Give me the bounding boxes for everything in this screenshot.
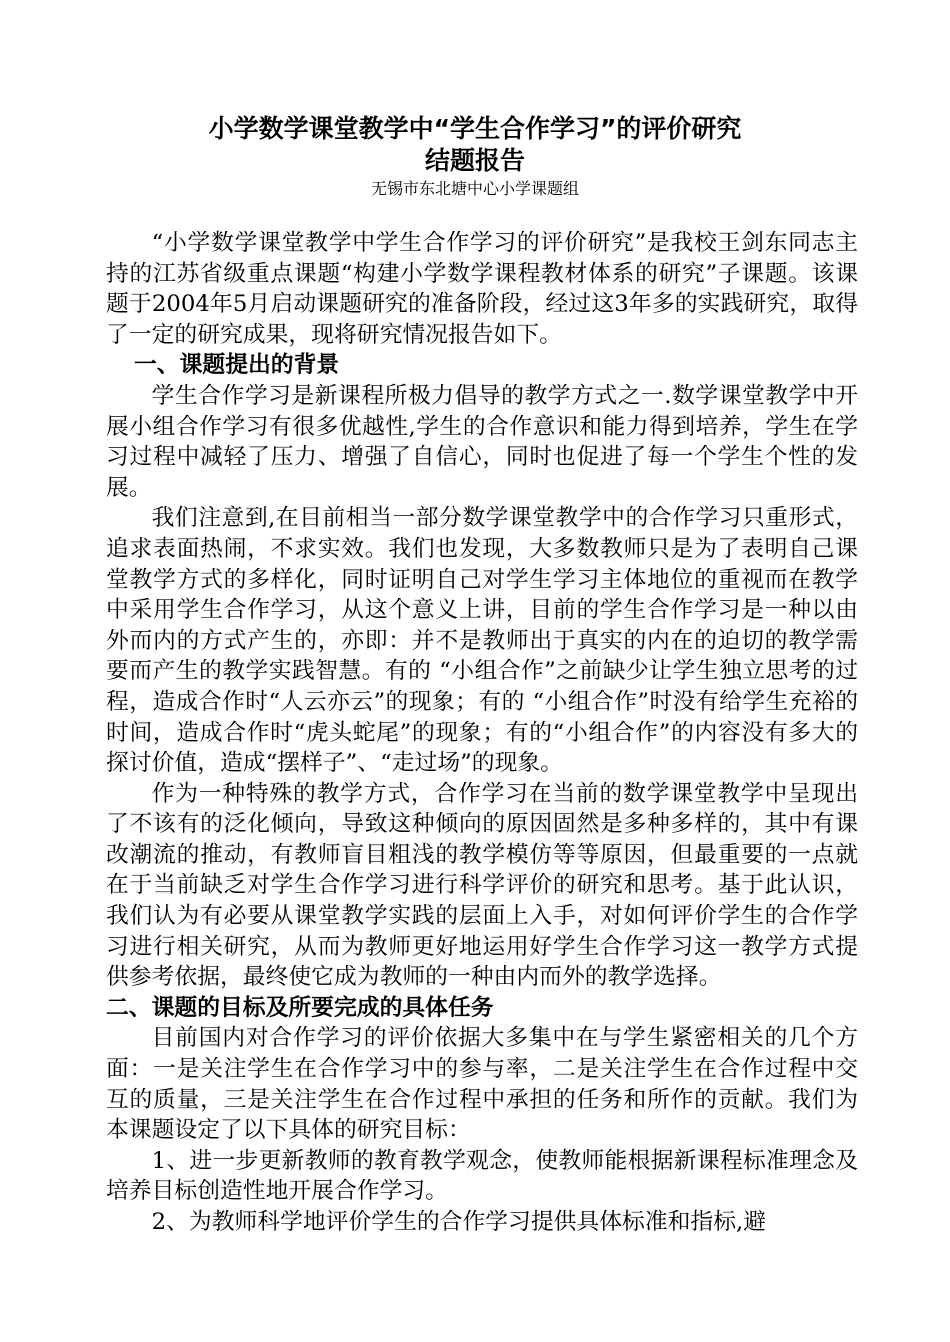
body-paragraph: 目前国内对合作学习的评价依据大多集中在与学生紧密相关的几个方面：一是关注学生在合作学习中的参与率，二是关注学生在合作过程中交互的质量，三是关注学生在合作过程中承担的任务和所作的贡献。我们为本课题设定了以下具体的研究目标： (106, 1025, 858, 1144)
document-body (106, 228, 858, 1238)
intro-paragraph: “小学数学课堂教学中学生合作学习的评价研究”是我校王剑东同志主持的江苏省级重点课题“构建小学数学课程教材体系的研究”子课题。该课题于2004年5月启动课题研究的准备阶段，经过这3年多的实践研究，取得了一定的研究成果，现将研究情况报告如下。 (106, 230, 858, 348)
document-title-subline: 结题报告 (424, 146, 525, 175)
list-item: 1、进一步更新教师的教育教学观念，使教师能根据新课程标准理念及培养目标创造性地开展合作学习。 (106, 1147, 858, 1205)
body-paragraph: 学生合作学习是新课程所极力倡导的教学方式之一.数学课堂教学中开展小组合作学习有很多优越性,学生的合作意识和能力得到培养，学生在学习过程中减轻了压力、增强了自信心，同时也促进了每一个学生个性的发展。 (106, 382, 858, 501)
section-heading: 二、课题的目标及所要完成的具体任务 (106, 994, 494, 1021)
document-title: 小学数学课堂教学中“学生合作学习”的评价研究 (208, 114, 742, 143)
list-item: 2、为教师科学地评价学生的合作学习提供具体标准和指标,避 (151, 1209, 767, 1235)
section-heading: 一、课题提出的背景 (134, 352, 340, 379)
document-author: 无锡市东北塘中心小学课题组 (370, 179, 579, 198)
body-paragraph: 作为一种特殊的教学方式，合作学习在当前的数学课堂教学中呈现出了不该有的泛化倾向，导致这种倾向的原因固然是多种多样的，其中有课改潮流的推动，有教师盲目粗浅的教学模仿等等原因，但最重要的一点就在于当前缺乏对学生合作学习进行科学评价的研究和思考。基于此认识，我们认为有必要从课堂教学实践的层面上入手，对如何评价学生的合作学习进行相关研究，从而为教师更好地运用好学生合作学习这一教学方式提供参考依据，最终使它成为教师的一种由内而外的教学选择。 (106, 780, 858, 991)
body-paragraph: 我们注意到,在目前相当一部分数学课堂教学中的合作学习只重形式，追求表面热闹，不求实效。我们也发现，大多数教师只是为了表明自己课堂教学方式的多样化，同时证明自己对学生学习主体地位的重视而在教学中采用学生合作学习，从这个意义上讲，目前的学生合作学习是一种以由外而内的方式产生的，亦即：并不是教师出于真实的内在的迫切的教学需要而产生的教学实践智慧。有的 “小组合作”之前缺少让学生独立思考的过程，造成合作时“人云亦云”的现象；有的 “小组合作”时没有给学生充裕的时间，造成合作时“虎头蛇尾”的现象；有的“小组合作”的内容没有多大的探讨价值，造成“摆样子”、“走过场”的现象。 (106, 505, 858, 777)
